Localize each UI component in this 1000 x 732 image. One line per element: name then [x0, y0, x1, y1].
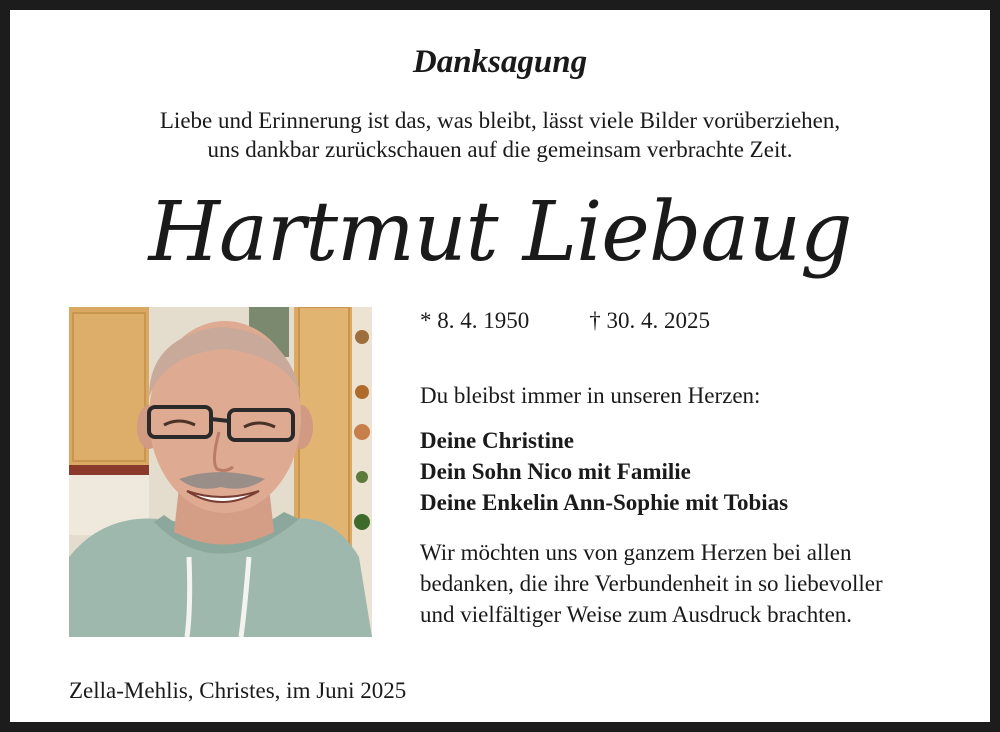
notice-body — [420, 380, 980, 630]
notice-heading: Danksagung — [412, 44, 588, 80]
death-date: † 30. 4. 2025 — [589, 308, 710, 333]
intro-verse — [10, 106, 990, 164]
thanks-line: Wir möchten uns von ganzem Herzen bei allen — [420, 540, 852, 565]
signatory-line: Deine Enkelin Ann-Sophie mit Tobias — [420, 490, 789, 515]
remember-line: Du bleibst immer in unseren Herzen: — [420, 383, 761, 408]
place-and-date: Zella-Mehlis, Christes, im Juni 2025 — [69, 678, 407, 703]
life-dates — [420, 306, 710, 336]
thanks-line: bedanken, die ihre Verbundenheit in so liebevoller — [420, 571, 883, 596]
birth-date: * 8. 4. 1950 — [420, 308, 530, 333]
signatory-line: Deine Christine — [420, 428, 574, 453]
portrait-photo — [69, 307, 372, 637]
deceased-name: Hartmut Liebaug — [148, 185, 852, 280]
intro-verse-line: uns dankbar zurückschauen auf die gemeinsam verbrachte Zeit. — [207, 137, 793, 162]
thanks-line: und vielfältiger Weise zum Ausdruck brachten. — [420, 602, 853, 627]
signatory-line: Dein Sohn Nico mit Familie — [420, 459, 691, 484]
intro-verse-line: Liebe und Erinnerung ist das, was bleibt, lässt viele Bilder vorüberziehen, — [159, 108, 841, 133]
